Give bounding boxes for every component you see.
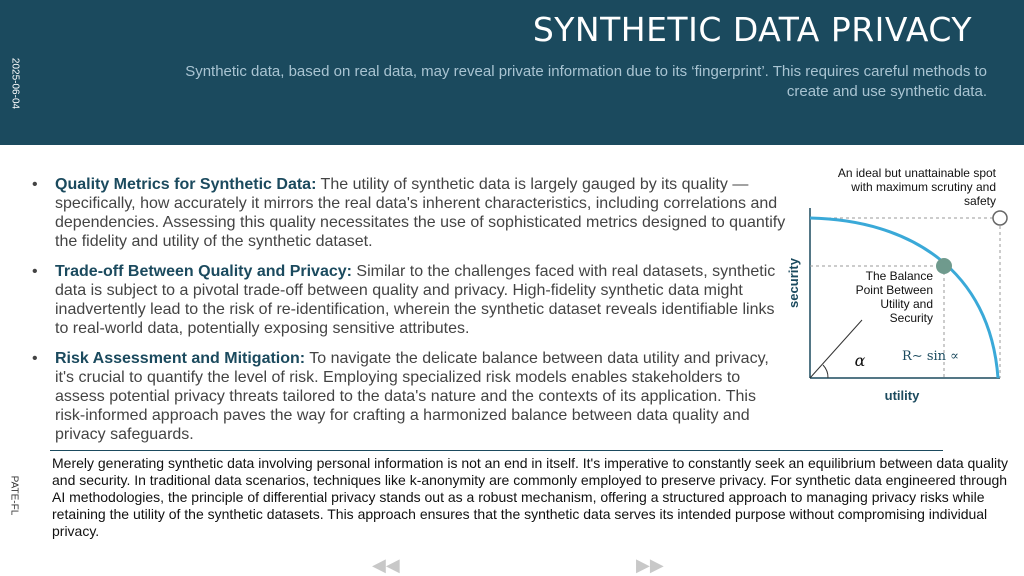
bullet-list <box>30 175 790 455</box>
page-subtitle: Synthetic data, based on real data, may reveal private information due to its ‘fingerprint’. This requires careful methods to create and use synthetic data. <box>185 63 987 100</box>
formula-label: R∼ sin ∝ <box>902 349 959 364</box>
bullet-text: The utility of synthetic data is largely gauged by its quality — specifically, how accurately it mirrors the real data's inherent characteristics, including correlations and dependencies. Assessing this quality necessitates the use of sophisticated metrics designed to quantify the fidelity and utility of the synthetic dataset. <box>55 176 786 250</box>
bullet-text: To navigate the delicate balance between data utility and privacy, it's crucial to quantify the level of risk. Employing specialized risk models enables stakeholders to assess potential privacy threats tailored to the data's nature and the contexts of its application. This risk-informed approach paves the way for crafting a harmonized balance between data quality and privacy safeguards. <box>55 350 769 443</box>
slide-date: 2025-06-04 <box>9 57 21 110</box>
y-axis-label: security <box>786 258 801 308</box>
summary-paragraph: Merely generating synthetic data involving personal information is not an end in itself. It's imperative to constantly seek an equilibrium between data quality and security. In traditional data scenarios, techniques like k-anonymity are commonly employed to preserve privacy. For synthetic data engineered through AI methodologies, the principle of differential privacy stands out as a robust mechanism, offering a structured approach to managing privacy risks while retaining the utility of the synthetic datasets. This approach ensures that the synthetic data serves its intended purpose without compromising individual privacy. <box>52 455 1008 539</box>
ideal-point-label: An ideal but unattainable spot with maximum scrutiny and safety <box>837 166 996 208</box>
section-divider <box>50 450 943 451</box>
bullet-heading: Risk Assessment and Mitigation: <box>55 350 306 367</box>
bullet-item <box>30 349 790 444</box>
page-title: SYNTHETIC DATA PRIVACY <box>532 10 972 49</box>
previous-slide-icon[interactable]: ◀◀ <box>372 555 400 575</box>
balance-point-marker <box>936 258 952 274</box>
tradeoff-diagram <box>780 160 1024 420</box>
bullet-heading: Quality Metrics for Synthetic Data: <box>55 176 317 193</box>
bullet-text: Similar to the challenges faced with real datasets, synthetic data is subject to a pivotal trade-off between quality and privacy. High-fidelity synthetic data might inadvertently lead to the risk of re-identification, wherein the synthetic dataset reveals identifiable links to real-world data, potentially exposing sensitive attributes. <box>55 263 776 337</box>
balance-point-label: The Balance Point Between Utility and Security <box>855 269 933 325</box>
header-banner <box>0 0 1024 145</box>
x-axis-label: utility <box>884 388 920 403</box>
angle-arc <box>823 365 828 378</box>
bullet-item <box>30 262 790 338</box>
next-slide-icon[interactable]: ▶▶ <box>636 555 664 575</box>
ideal-point-marker <box>993 211 1007 225</box>
footer-label: PATE-FL <box>8 475 20 516</box>
angle-symbol: α <box>854 351 866 370</box>
bullet-item <box>30 175 790 251</box>
bullet-heading: Trade-off Between Quality and Privacy: <box>55 263 352 280</box>
